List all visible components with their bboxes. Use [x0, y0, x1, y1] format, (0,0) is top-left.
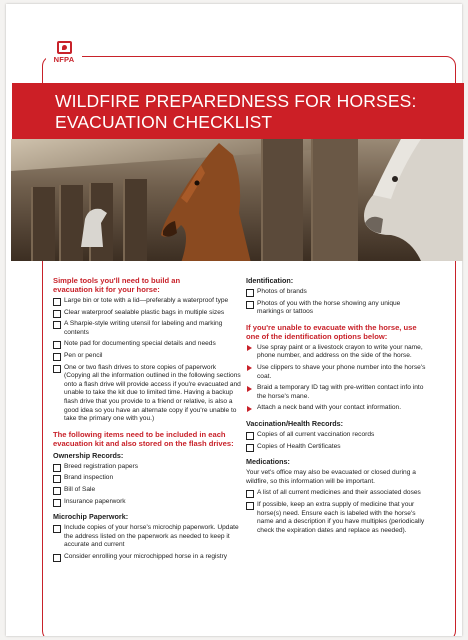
checkbox[interactable]: [246, 289, 254, 297]
checkbox[interactable]: [53, 487, 61, 495]
page-title-line-1: WILDFIRE PREPAREDNESS FOR HORSES:: [55, 91, 417, 111]
option-item-label: Attach a neck band with your contact information.: [257, 404, 402, 412]
option-item: [246, 384, 426, 401]
checklist-item[interactable]: [53, 474, 241, 483]
right-column: [246, 276, 426, 538]
checkbox[interactable]: [53, 525, 61, 533]
logo-text: NFPA: [53, 55, 75, 64]
checklist-item-label: One or two flash drives to store copies of paperwork (Copying all the information outlined in the following sections onto a flash drive will provide access if you're evacuated and unable to take the kit due to limited time. Having a backup flash drive that you provide to a friend or relative, is also a good idea so you have an alternate copy if you're unable to take the primary one with you.): [64, 363, 241, 423]
checkbox[interactable]: [246, 502, 254, 510]
checklist-item-label: Clear waterproof sealable plastic bags in multiple sizes: [64, 308, 225, 316]
option-item-label: Use clippers to shave your phone number into the horse's coat.: [257, 363, 426, 380]
tools-heading: [53, 276, 241, 294]
checklist-item[interactable]: [53, 340, 241, 349]
checklist-item-label: Note pad for documenting special details and needs: [64, 340, 216, 348]
checklist-item-label: Copies of Health Certificates: [257, 442, 341, 450]
vaccination-heading: Vaccination/Health Records:: [246, 418, 344, 428]
kit-items-heading: [53, 430, 241, 448]
checklist-item-label: Insurance paperwork: [64, 497, 126, 505]
checklist-item[interactable]: [53, 309, 241, 318]
medications-intro: Your vet's office may also be evacuated or closed during a wildfire, so this information will be important.: [246, 469, 416, 485]
option-item-label: Use spray paint or a livestock crayon to write your name, phone number, and address on the side of the horse.: [257, 343, 423, 360]
checklist-item-label: Photos of brands: [257, 288, 307, 295]
arrow-bullet-icon: [247, 386, 252, 392]
checkbox[interactable]: [53, 475, 61, 483]
stall-door: [31, 187, 55, 261]
unable-heading-line-1: If you're unable to evacuate with the horse, use: [246, 322, 417, 332]
checklist-item-label: A list of all current medicines and their associated doses: [257, 489, 421, 497]
checkbox[interactable]: [246, 301, 254, 309]
checklist-item[interactable]: [53, 297, 241, 306]
checklist-item[interactable]: [246, 300, 426, 317]
arrow-bullet-icon: [247, 365, 252, 371]
nfpa-logo: [46, 41, 82, 67]
checklist-item[interactable]: [53, 463, 241, 472]
option-item-label: Braid a temporary ID tag with pre-written contact info into the horse's mane.: [257, 384, 424, 400]
tools-heading-line-1: Simple tools you'll need to build an: [53, 276, 181, 285]
checklist-item-label: Photos of you with the horse showing any unique markings or tattoos: [257, 299, 401, 316]
checkbox[interactable]: [53, 341, 61, 349]
stall-door: [261, 139, 303, 261]
nfpa-flame-icon: [57, 41, 72, 54]
checkbox[interactable]: [53, 353, 61, 361]
left-column: [53, 276, 241, 564]
checklist-item-label: Include copies of your horse's microchip paperwork. Update the address listed on the paperwork as needed to keep it accurate and current: [64, 524, 239, 549]
checklist-item[interactable]: [246, 501, 426, 535]
grey-horse-figure: [361, 139, 463, 261]
checklist-item[interactable]: [246, 431, 426, 440]
checklist-item-label: Consider enrolling your microchipped horse in a registry: [64, 552, 228, 560]
checkbox[interactable]: [53, 310, 61, 318]
checkbox[interactable]: [53, 365, 61, 373]
checklist-item[interactable]: [53, 498, 241, 507]
checkbox[interactable]: [246, 444, 254, 452]
checklist-item[interactable]: [246, 489, 426, 498]
page-title-line-2: EVACUATION CHECKLIST: [55, 112, 273, 132]
checklist-item-label: If possible, keep an extra supply of medicine that your horse(s) need. Ensure each is labeled with the horse's name and a description if you have multiples (periodically check the expiration dates and replace as needed).: [257, 500, 425, 534]
kit-items-heading-line-2: evacuation kit and also stored on the flash drives:: [53, 438, 234, 448]
option-item: [246, 364, 426, 381]
checkbox[interactable]: [53, 554, 61, 562]
horses-in-stable-photo: [11, 139, 463, 261]
checklist-item-label: Brand inspection: [64, 474, 114, 482]
checklist-item[interactable]: [53, 553, 241, 562]
identification-heading: Identification:: [246, 276, 294, 285]
checkbox[interactable]: [53, 464, 61, 472]
ownership-heading: Ownership Records:: [53, 450, 124, 460]
checkbox[interactable]: [246, 490, 254, 498]
checkbox[interactable]: [53, 499, 61, 507]
checklist-item[interactable]: [53, 320, 241, 337]
bay-horse-figure: [161, 143, 256, 261]
kit-items-heading-line-1: The following items need to be included in each: [53, 429, 226, 439]
stall-door: [311, 139, 358, 261]
checklist-item-label: A Sharpie-style writing utensil for labeling and marking contents: [64, 320, 223, 336]
checklist-item-label: Pen or pencil: [64, 351, 103, 359]
checkbox[interactable]: [53, 298, 61, 306]
checkbox[interactable]: [246, 432, 254, 440]
unable-heading-line-2: one of the identification options below:: [246, 331, 388, 341]
checklist-item[interactable]: [53, 364, 241, 424]
unable-to-evacuate-heading: [246, 323, 426, 341]
checklist-item[interactable]: [246, 443, 426, 452]
checklist-item-label: Large bin or tote with a lid—preferably a waterproof type: [64, 297, 229, 304]
checklist-item-label: Breed registration papers: [64, 462, 139, 470]
checkbox[interactable]: [53, 321, 61, 329]
option-item: [246, 344, 426, 361]
checklist-item[interactable]: [53, 524, 241, 550]
arrow-bullet-icon: [247, 345, 252, 351]
option-item: [246, 404, 426, 413]
title-banner: [12, 83, 464, 139]
medications-heading: Medications:: [246, 457, 290, 467]
checklist-item[interactable]: [53, 486, 241, 495]
checklist-item[interactable]: [53, 352, 241, 361]
microchip-heading: Microchip Paperwork:: [53, 512, 129, 522]
checklist-item[interactable]: [246, 288, 426, 297]
checklist-item-label: Copies of all current vaccination records: [257, 430, 375, 438]
white-horse-figure: [71, 199, 131, 249]
arrow-bullet-icon: [247, 406, 252, 412]
checklist-item-label: Bill of Sale: [64, 485, 96, 493]
tools-heading-line-2: evacuation kit for your horse:: [53, 285, 160, 294]
